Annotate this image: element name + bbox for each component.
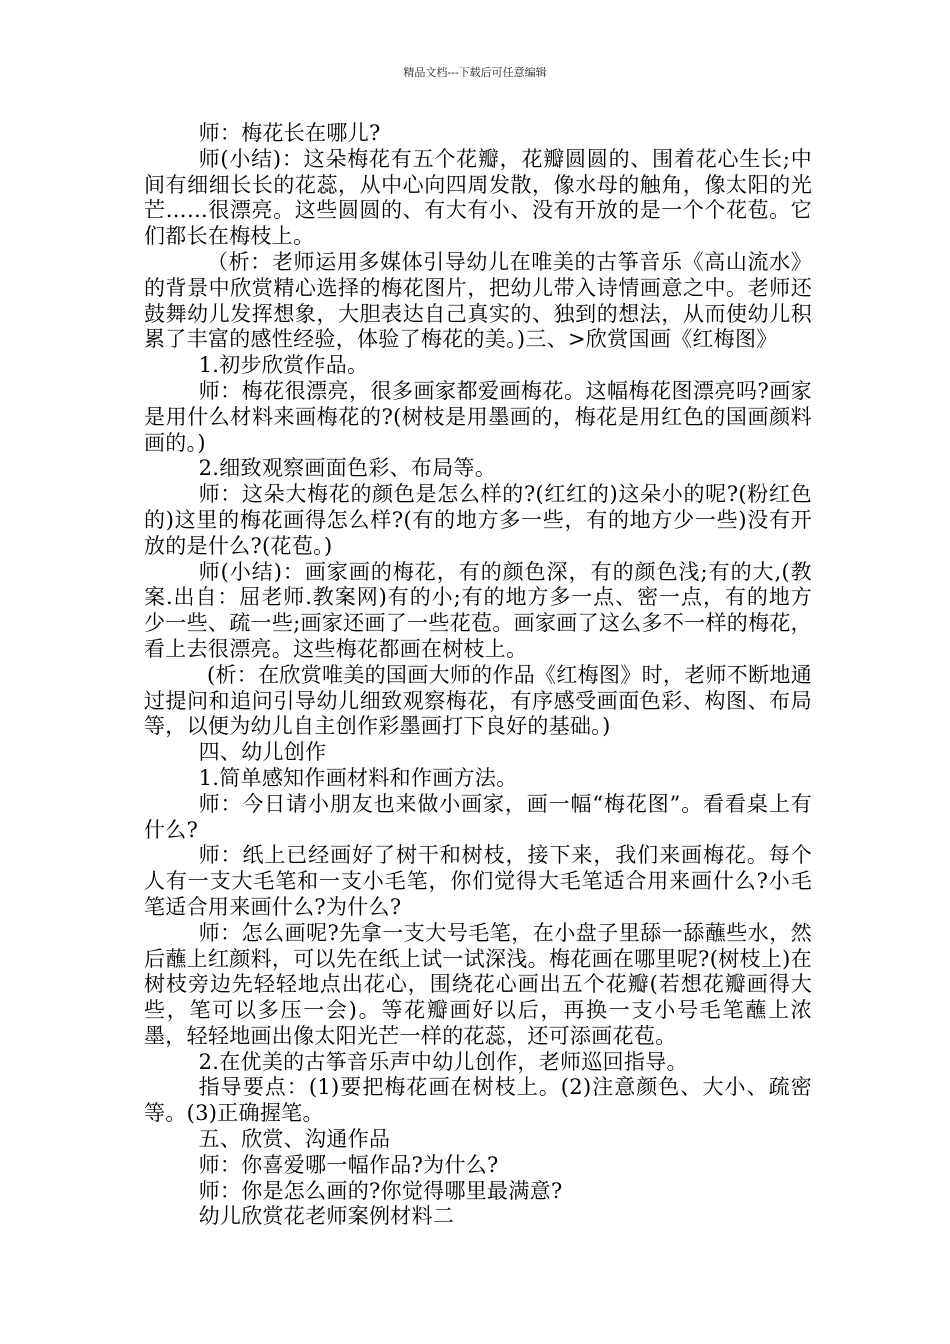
paragraph: (析：在欣赏唯美的国画大师的作品《红梅图》时，老师不断地通过提问和追问引导幼儿细致观察梅花，有序感受画面色彩、构图、布局等，以便为幼儿自主创作彩墨画打下良好的基础。)	[144, 662, 812, 739]
paragraph: （析：老师运用多媒体引导幼儿在唯美的古筝音乐《高山流水》的背景中欣赏精心选择的梅花图片，把幼儿带入诗情画意之中。老师还鼓舞幼儿发挥想象，大胆表达自己真实的、独到的想法，从而使幼儿积累了丰富的感性经验，体验了梅花的美。)三、>欣赏国画《红梅图》	[144, 249, 812, 352]
paragraph: 1.初步欣赏作品。	[198, 353, 369, 378]
paragraph: 1.简单感知作画材料和作画方法。	[198, 765, 518, 790]
paragraph: 2.细致观察画面色彩、布局等。	[198, 456, 497, 481]
document-body	[144, 121, 812, 1230]
paragraph: 幼儿欣赏花老师案例材料二	[198, 1204, 455, 1229]
paragraph: 师(小结)：画家画的梅花，有的颜色深，有的颜色浅;有的大,(教案.出自：屈老师.教案网)有的小;有的地方多一点、密一点，有的地方少一些、疏一些;画家还画了一些花苞。画家画了这么多不一样的梅花，看上去很漂亮。这些梅花都画在树枝上。	[144, 559, 812, 661]
paragraph: 师：你喜爱哪一幅作品?为什么?	[198, 1152, 499, 1177]
paragraph: 师：这朵大梅花的颜色是怎么样的?(红红的)这朵小的呢?(粉红色的)这里的梅花画得怎么样?(有的地方多一些，有的地方少一些)没有开放的是什么?(花苞。)	[144, 482, 812, 558]
paragraph: 师(小结)：这朵梅花有五个花瓣，花瓣圆圆的、围着花心生长;中间有细细长长的花蕊，从中心向四周发散，像水母的触角，像太阳的光芒……很漂亮。这些圆圆的、有大有小、没有开放的是一个个花苞。它们都长在梅枝上。	[144, 146, 812, 249]
paragraph: 师：纸上已经画好了树干和树枝，接下来，我们来画梅花。每个人有一支大毛笔和一支小毛笔，你们觉得大毛笔适合用来画什么?小毛笔适合用来画什么?为什么?	[144, 843, 812, 919]
paragraph: 指导要点：(1)要把梅花画在树枝上。(2)注意颜色、大小、疏密等。(3)正确握笔。	[144, 1075, 812, 1126]
paragraph: 师：怎么画呢?先拿一支大号毛笔，在小盘子里舔一舔蘸些水，然后蘸上红颜料，可以先在纸上试一试深浅。梅花画在哪里呢?(树枝上)在树枝旁边先轻轻地点出花心，围绕花心画出五个花瓣(若想花瓣画得大些，笔可以多压一会)。等花瓣画好以后，再换一支小号毛笔蘸上浓墨，轻轻地画出像太阳光芒一样的花蕊，还可添画花苞。	[144, 920, 812, 1048]
paragraph: 师：梅花很漂亮，很多画家都爱画梅花。这幅梅花图漂亮吗?画家是用什么材料来画梅花的?(树枝是用墨画的，梅花是用红色的国画颜料画的。)	[144, 378, 812, 455]
section-heading: 四、幼儿创作	[198, 740, 327, 765]
paragraph: 师：梅花长在哪儿?	[198, 121, 381, 145]
paragraph: 2.在优美的古筝音乐声中幼儿创作，老师巡回指导。	[198, 1049, 688, 1074]
paragraph: 师：今日请小朋友也来做小画家，画一幅“梅花图”。看看桌上有什么?	[144, 791, 812, 842]
paragraph: 师：你是怎么画的?你觉得哪里最满意?	[198, 1178, 563, 1203]
page-header: 精品文档---下载后可任意编辑	[403, 66, 547, 79]
section-heading: 五、欣赏、沟通作品	[198, 1127, 391, 1152]
